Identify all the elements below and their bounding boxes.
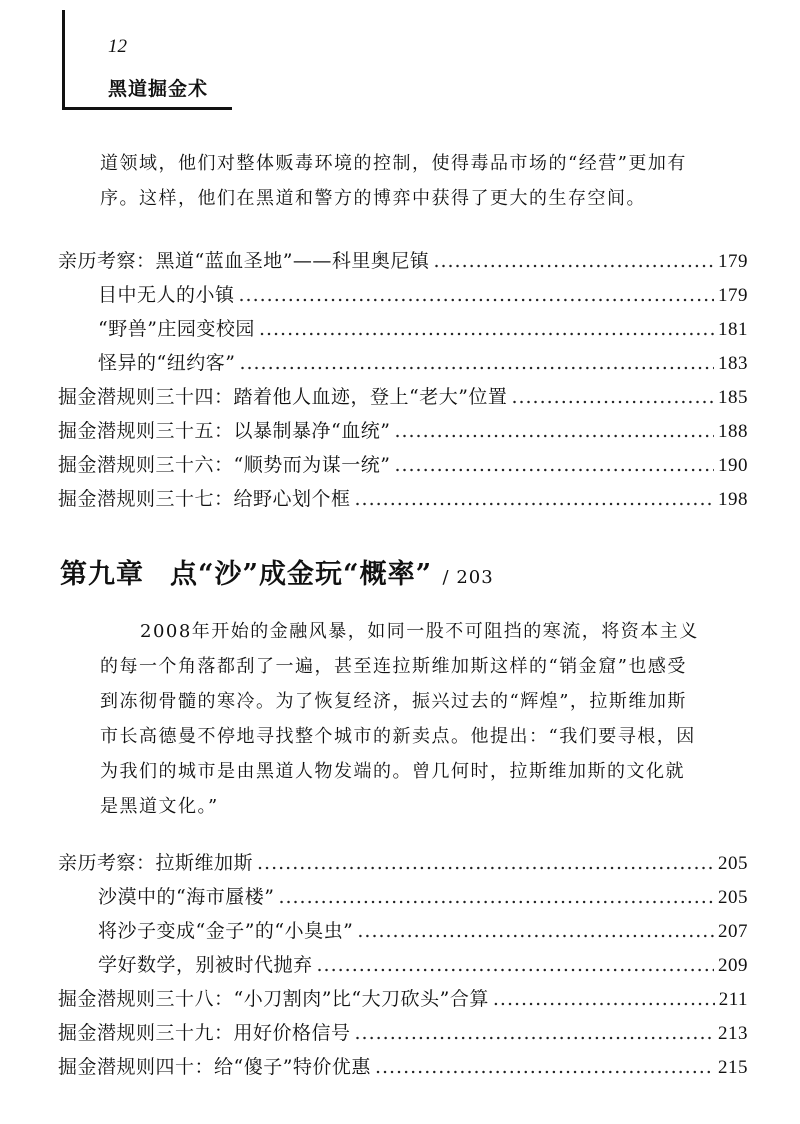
- toc-entry-page: 181: [718, 319, 748, 340]
- toc-entry-page: 207: [718, 921, 748, 942]
- toc-entry-page: 183: [718, 353, 748, 374]
- chapter-page: / 203: [442, 567, 494, 588]
- toc-entry-title: 目中无人的小镇: [98, 284, 235, 306]
- book-title: 黑道掘金术: [108, 78, 209, 100]
- toc-entry-title: 将沙子变成“金子”的“小臭虫”: [98, 920, 354, 942]
- toc-entry-page: 211: [718, 989, 748, 1010]
- chapter-heading: [60, 552, 494, 591]
- toc-entry[interactable]: [58, 484, 748, 518]
- intro-paragraph: 道领域，他们对整体贩毒环境的控制，使得毒品市场的“经营”更加有序。这样，他们在黑道和警方的博弈中获得了更大的生存空间。: [100, 153, 687, 209]
- toc-entry[interactable]: [58, 950, 748, 984]
- toc-entry[interactable]: [58, 450, 748, 484]
- chapter-paragraph: 2008年开始的金融风暴，如同一股不可阻挡的寒流，将资本主义的每一个角落都刮了一遍，甚至连拉斯维加斯这样的“销金窟”也感受到冻彻骨髓的寒冷。为了恢复经济，振兴过去的“辉煌”，拉斯维加斯市长高德曼不停地寻找整个城市的新卖点。他提出：“我们要寻根，因为我们的城市是由黑道人物发端的。曾几何时，拉斯维加斯的文化就是黑道文化。”: [100, 621, 699, 817]
- toc-entry-title: 怪异的“纽约客”: [98, 352, 236, 374]
- toc-entry-title: 掘金潜规则三十七：给野心划个框: [58, 488, 351, 510]
- toc-leader: [239, 352, 714, 374]
- toc-entry[interactable]: [58, 416, 748, 450]
- toc-entry[interactable]: [58, 246, 748, 280]
- toc-entry-page: 198: [718, 489, 748, 510]
- toc-entry-page: 209: [718, 955, 748, 976]
- toc-entry[interactable]: [58, 280, 748, 314]
- toc-entry[interactable]: [58, 882, 748, 916]
- toc-entry-page: 190: [718, 455, 748, 476]
- toc-entry-page: 188: [718, 421, 748, 442]
- toc-entry[interactable]: [58, 314, 748, 348]
- toc-entry-page: 213: [718, 1023, 748, 1044]
- toc-entry-title: 亲历考察：拉斯维加斯: [58, 852, 254, 874]
- toc-entry-page: 215: [718, 1057, 748, 1078]
- toc-entry-title: 掘金潜规则三十四：踏着他人血迹，登上“老大”位置: [58, 386, 508, 408]
- toc-entry-title: “野兽”庄园变校园: [98, 318, 255, 340]
- toc-entry-title: 掘金潜规则四十：给“傻子”特价优惠: [58, 1056, 371, 1078]
- toc-entry-title: 沙漠中的“海市蜃楼”: [98, 886, 275, 908]
- toc-leader: [259, 318, 714, 340]
- toc-leader: [357, 920, 714, 942]
- toc-leader: [317, 954, 714, 976]
- toc-entry[interactable]: [58, 1018, 748, 1052]
- chapter-title: 点“沙”成金玩“概率”: [170, 559, 433, 590]
- toc-entry-title: 掘金潜规则三十六：“顺势而为谋一统”: [58, 454, 391, 476]
- toc-entry-title: 掘金潜规则三十五：以暴制暴净“血统”: [58, 420, 391, 442]
- page-number: 12: [108, 36, 127, 57]
- toc-entry-title: 掘金潜规则三十八：“小刀割肉”比“大刀砍头”合算: [58, 988, 489, 1010]
- toc-leader: [493, 988, 715, 1010]
- toc-leader: [355, 488, 714, 510]
- toc-leader: [257, 852, 714, 874]
- toc-entry[interactable]: [58, 348, 748, 382]
- toc-entry-page: 179: [718, 251, 748, 272]
- toc-list-2: [58, 848, 748, 1086]
- toc-entry-title: 亲历考察：黑道“蓝血圣地”——科里奥尼镇: [58, 250, 430, 272]
- toc-entry-page: 205: [718, 853, 748, 874]
- chapter-number: 第九章: [60, 559, 144, 590]
- toc-leader: [511, 386, 714, 408]
- toc-entry-page: 185: [718, 387, 748, 408]
- toc-leader: [394, 420, 714, 442]
- toc-entry-title: 学好数学，别被时代抛弃: [98, 954, 313, 976]
- toc-leader: [394, 454, 714, 476]
- toc-leader: [239, 284, 714, 306]
- toc-leader: [278, 886, 714, 908]
- toc-entry[interactable]: [58, 916, 748, 950]
- toc-entry[interactable]: [58, 984, 748, 1018]
- toc-entry-page: 179: [718, 285, 748, 306]
- toc-entry[interactable]: [58, 382, 748, 416]
- toc-entry-page: 205: [718, 887, 748, 908]
- toc-entry[interactable]: [58, 1052, 748, 1086]
- toc-leader: [433, 250, 714, 272]
- toc-list-1: [58, 246, 748, 518]
- toc-entry[interactable]: [58, 848, 748, 882]
- toc-leader: [375, 1056, 714, 1078]
- toc-leader: [355, 1022, 714, 1044]
- toc-entry-title: 掘金潜规则三十九：用好价格信号: [58, 1022, 351, 1044]
